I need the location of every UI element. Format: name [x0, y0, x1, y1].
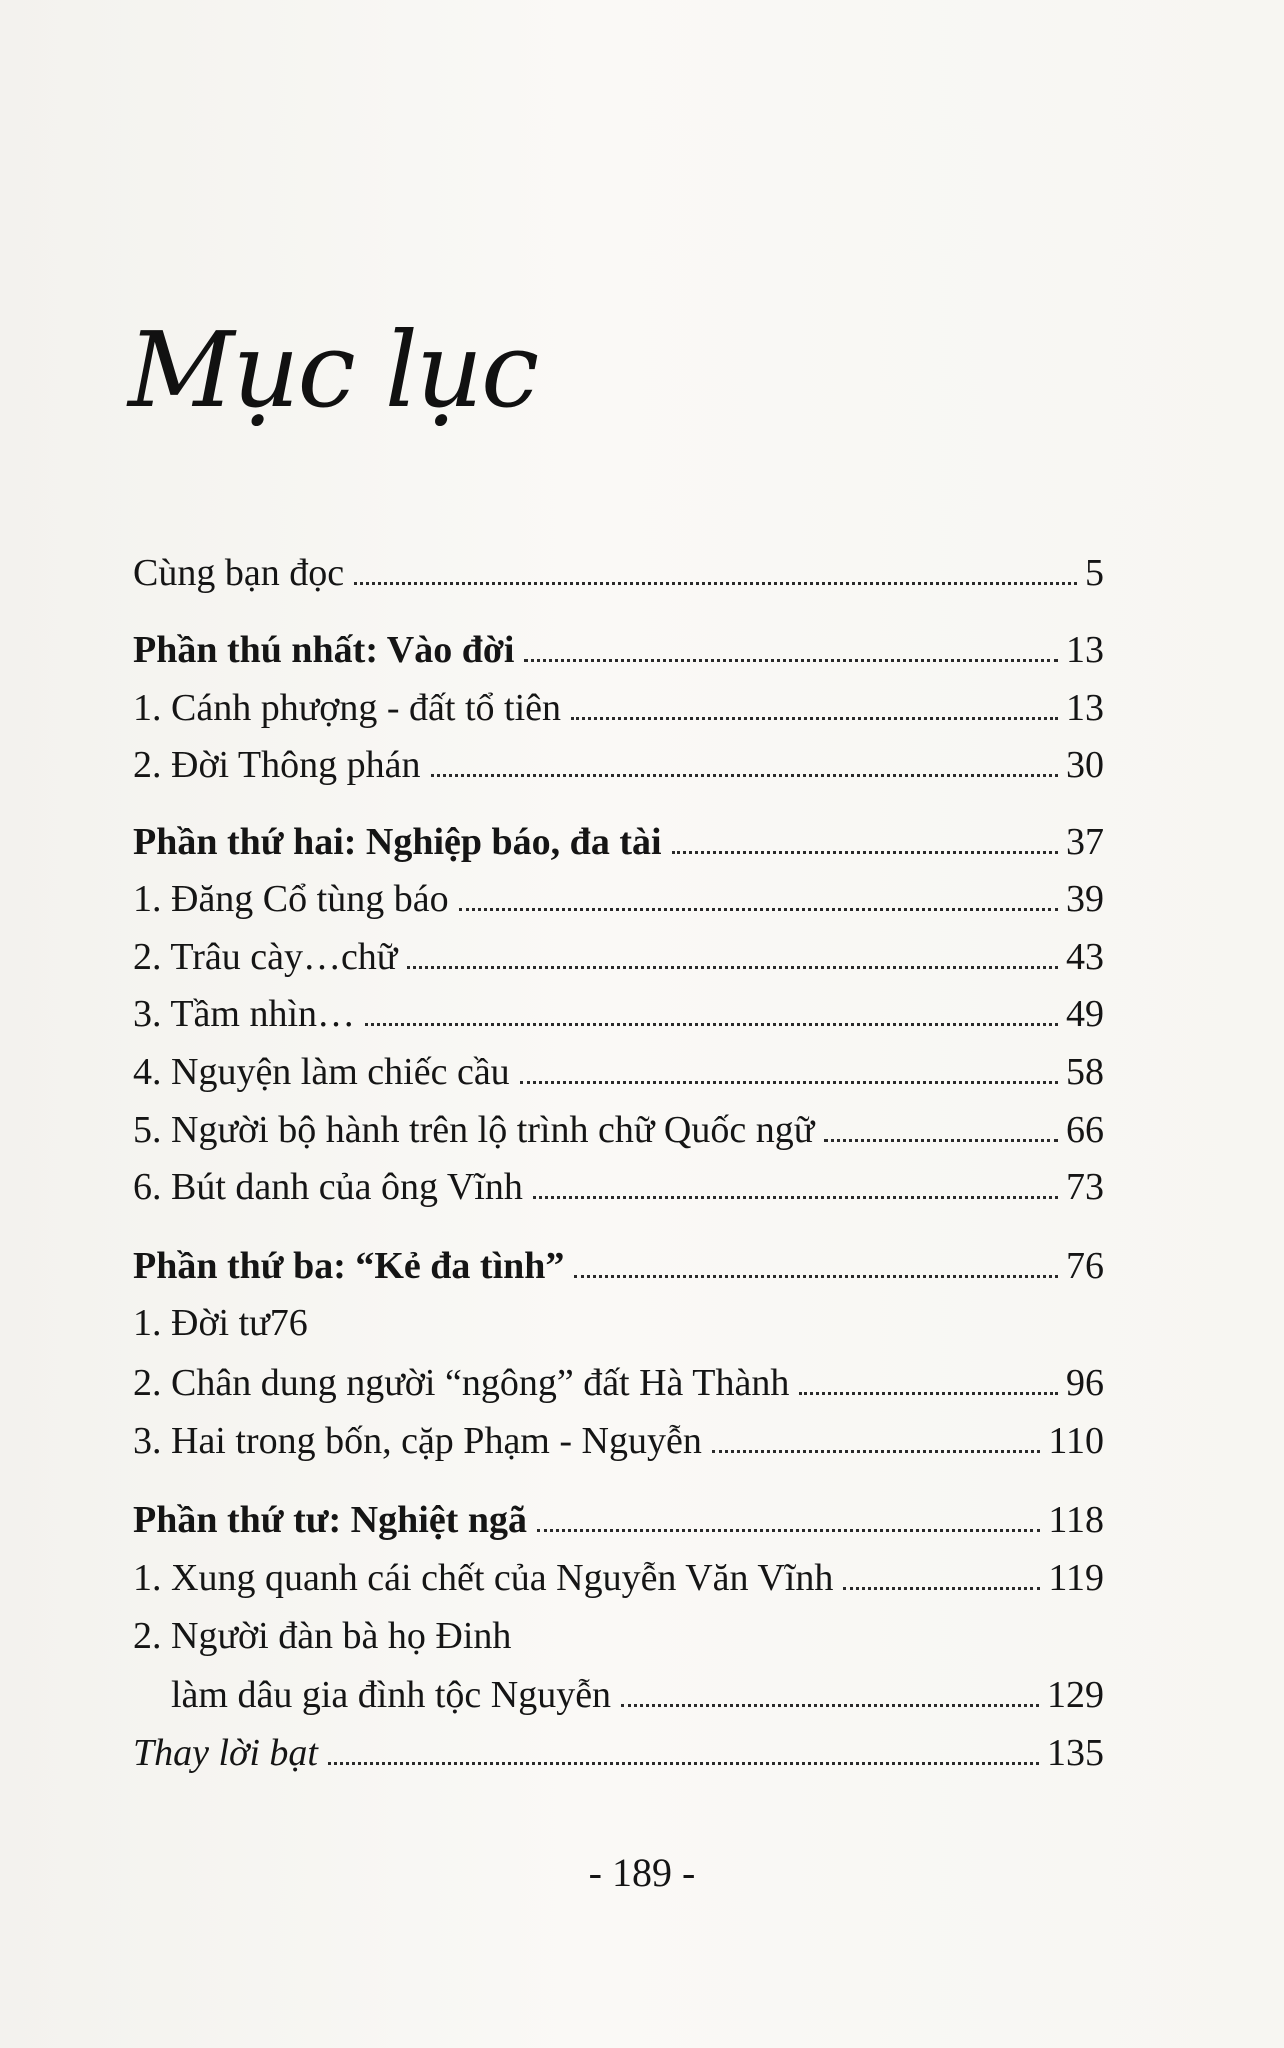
toc-part-heading [133, 1243, 1104, 1289]
dot-leader [672, 851, 1058, 854]
toc-entry [133, 742, 1104, 788]
entry-page-number: 49 [1066, 993, 1104, 1035]
dot-leader [524, 659, 1058, 662]
toc-entry [133, 1418, 1104, 1464]
entry-title: 1. Đời tư76 [133, 1302, 308, 1344]
dot-leader [537, 1529, 1040, 1532]
entry-title: Phần thứ hai: Nghiệp báo, đa tài [133, 821, 662, 863]
entry-page-number: 66 [1066, 1109, 1104, 1151]
entry-title: Thay lời bạt [133, 1732, 318, 1774]
toc-entry [133, 1360, 1104, 1406]
page-title: Mục lục [128, 309, 538, 431]
toc-entry [133, 1164, 1104, 1210]
dot-leader [354, 582, 1077, 585]
dot-leader [431, 774, 1059, 777]
entry-title: 6. Bút danh của ông Vĩnh [133, 1166, 523, 1208]
toc-entry [133, 991, 1104, 1037]
entry-title: 2. Trâu cày…chữ [133, 936, 398, 978]
entry-title: 1. Cánh phượng - đất tổ tiên [133, 687, 562, 729]
entry-title: Phần thú nhất: Vào đời [133, 629, 515, 671]
table-of-contents [133, 0, 1104, 1850]
entry-page-number: 96 [1066, 1362, 1104, 1404]
dot-leader [407, 966, 1058, 969]
toc-part-heading [133, 819, 1104, 865]
dot-leader [520, 1081, 1058, 1084]
dot-leader [843, 1587, 1040, 1590]
entry-page-number: 118 [1048, 1499, 1104, 1541]
dot-leader [328, 1762, 1039, 1765]
entry-page-number: 135 [1047, 1732, 1104, 1774]
toc-part-heading [133, 627, 1104, 673]
entry-title: làm dâu gia đình tộc Nguyễn [171, 1674, 612, 1716]
entry-title: 2. Chân dung người “ngông” đất Hà Thành [133, 1362, 790, 1404]
entry-title: 3. Tầm nhìn… [133, 993, 356, 1035]
entry-page-number: 73 [1066, 1166, 1104, 1208]
toc-entry [133, 876, 1104, 922]
entry-title: Phần thứ ba: “Kẻ đa tình” [133, 1245, 565, 1287]
entry-title: 2. Đời Thông phán [133, 744, 421, 786]
entry-title: 1. Đăng Cổ tùng báo [133, 878, 449, 920]
entry-page-number: 13 [1066, 687, 1104, 729]
entry-page-number: 119 [1048, 1557, 1104, 1599]
dot-leader [459, 908, 1058, 911]
dot-leader [574, 1275, 1058, 1278]
entry-page-number: 13 [1066, 629, 1104, 671]
entry-title: 3. Hai trong bốn, cặp Phạm - Nguyễn [133, 1420, 702, 1462]
entry-page-number: 30 [1066, 744, 1104, 786]
dot-leader [571, 717, 1058, 720]
toc-entry [133, 1107, 1104, 1153]
entry-title: 5. Người bộ hành trên lộ trình chữ Quốc ngữ [133, 1109, 815, 1151]
dot-leader [533, 1196, 1058, 1199]
toc-entry [133, 685, 1104, 731]
entry-title: 2. Người đàn bà họ Đinh [133, 1615, 512, 1657]
entry-page-number: 43 [1066, 936, 1104, 978]
entry-page-number: 76 [1066, 1245, 1104, 1287]
entry-title: 1. Xung quanh cái chết của Nguyễn Văn Vĩnh [133, 1557, 834, 1599]
entry-page-number: 39 [1066, 878, 1104, 920]
toc-entry [133, 1049, 1104, 1095]
entry-page-number: 5 [1085, 552, 1104, 594]
entry-title: 4. Nguyện làm chiếc cầu [133, 1051, 510, 1093]
dot-leader [824, 1139, 1058, 1142]
dot-leader [712, 1450, 1041, 1453]
toc-entry [133, 934, 1104, 980]
entry-page-number: 58 [1066, 1051, 1104, 1093]
toc-part-heading [133, 1497, 1104, 1543]
entry-page-number: 110 [1048, 1420, 1104, 1462]
toc-entry [133, 1730, 1104, 1776]
dot-leader [621, 1704, 1039, 1707]
dot-leader [799, 1392, 1058, 1395]
entry-page-number: 37 [1066, 821, 1104, 863]
dot-leader [365, 1023, 1058, 1026]
toc-entry [133, 1555, 1104, 1601]
page-number-footer: - 189 - [588, 1850, 696, 1895]
entry-title: Cùng bạn đọc [133, 552, 345, 594]
toc-entry [133, 550, 1104, 596]
entry-title: Phần thứ tư: Nghiệt ngã [133, 1499, 527, 1541]
toc-entry-continuation [171, 1672, 1104, 1718]
entry-page-number: 129 [1047, 1674, 1104, 1716]
